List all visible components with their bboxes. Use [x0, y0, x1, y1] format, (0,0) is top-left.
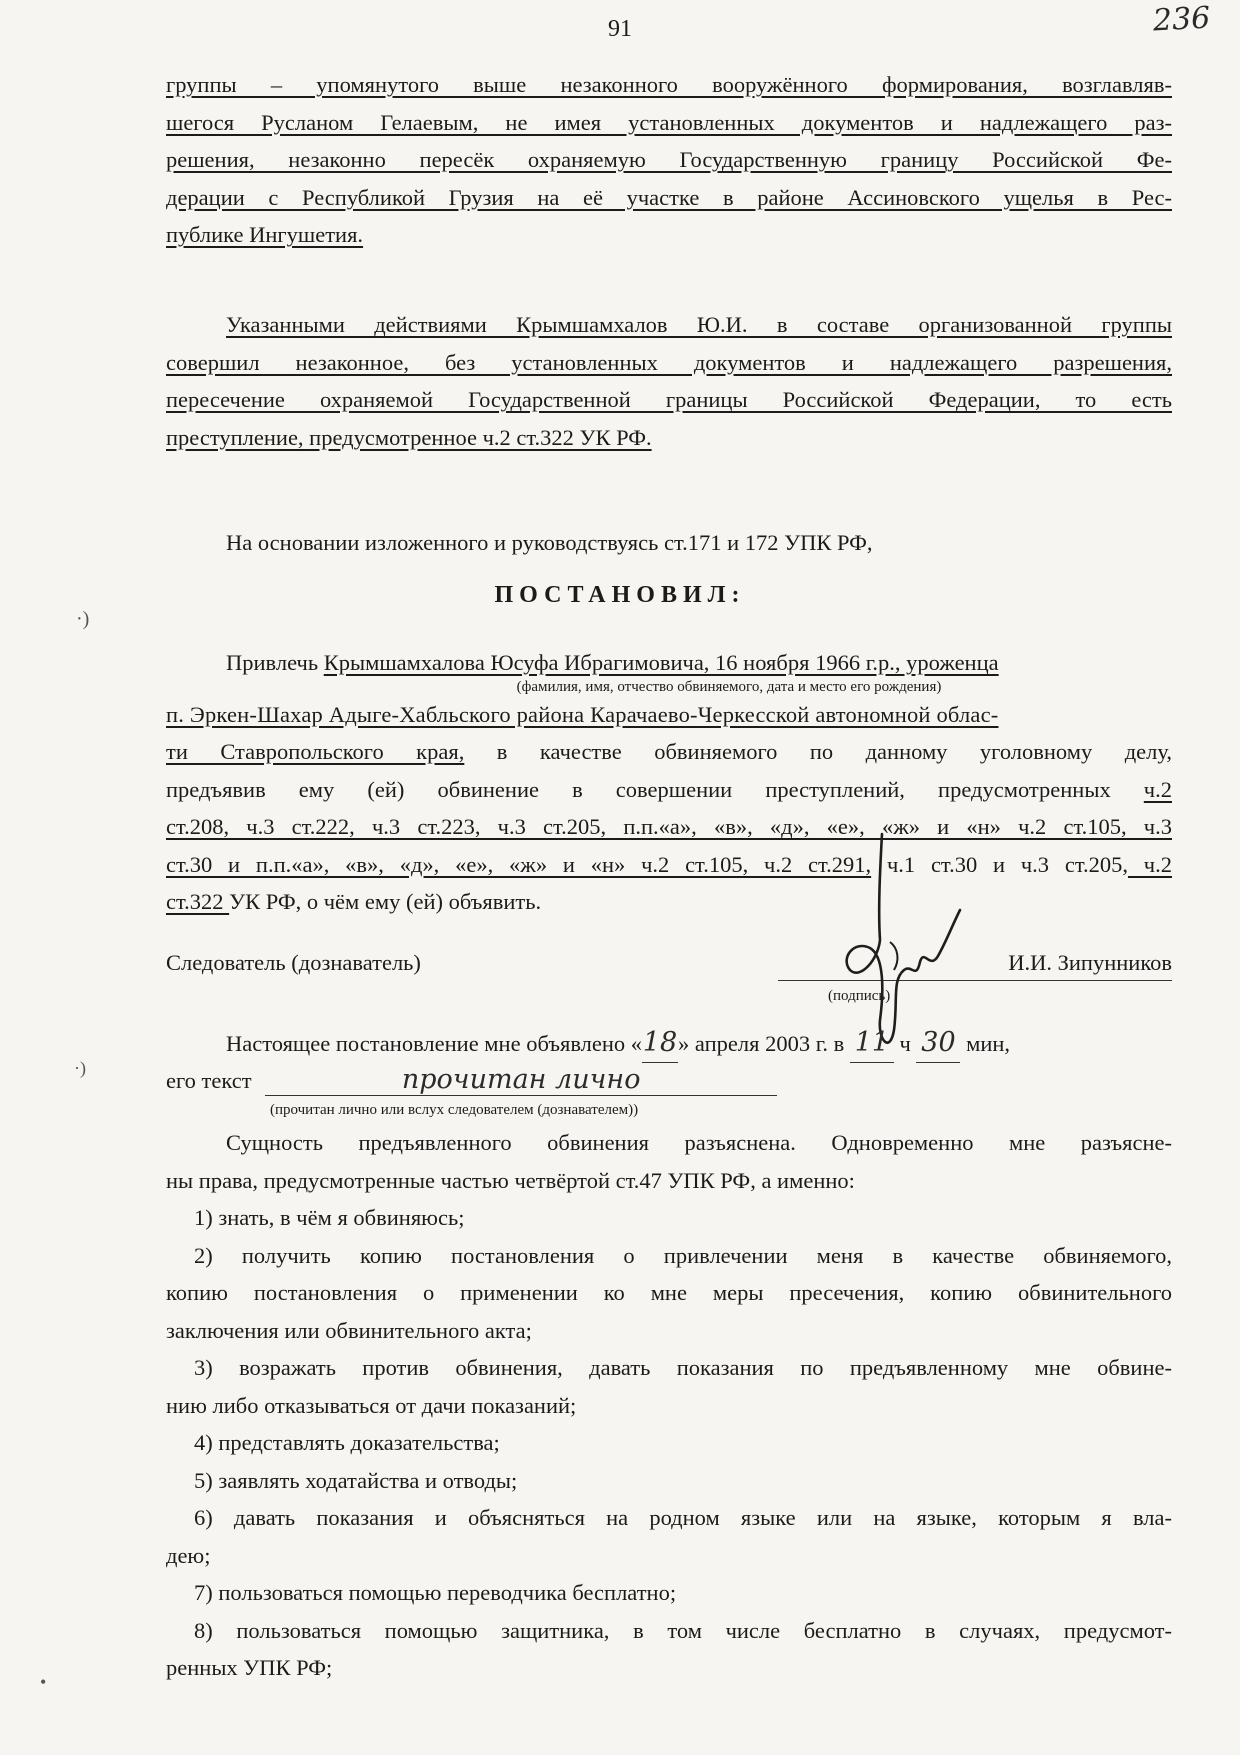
text-line: публике Ингушетия. [166, 222, 364, 247]
rights-item: заключения или обвинительного акта; [166, 1317, 532, 1343]
rights-item: копию постановления о применении ко мне меры пресечения, копию обвинительного [166, 1280, 1172, 1305]
text-line: дерации с Республикой Грузия на её участке в районе Ассиновского ущелья в Рес- [166, 184, 1172, 210]
text-line: ти Ставропольского края, в качестве обвиняемого по данному уголовному делу, [166, 739, 1172, 764]
rights-item: дею; [166, 1542, 211, 1568]
rights-item: 4) представлять доказательства; [194, 1430, 500, 1455]
birthplace-line: п. Эркен-Шахар Адыге-Хабльского района Карачаево-Черкесской автономной облас- [166, 701, 999, 727]
charges-line: ст.30 и п.п.«а», «в», «д», «е», «ж» и «н» ч.2 ст.105, ч.2 ст.291, ч.1 ст.30 и ч.3 ст.205, ч.2 [166, 851, 1172, 877]
rights-item: 5) заявлять ходатайства и отводы; [194, 1467, 518, 1493]
handwritten-minute: 30 [916, 1024, 960, 1063]
announcement-line: Настоящее постановление мне объявлено «18» апреля 2003 г. в 11 ч 30 мин, [166, 1024, 1172, 1063]
text-line: ст.322 УК РФ, о чём ему (ей) объявить. [166, 889, 542, 914]
rights-item: 8) пользоваться помощью защитника, в том числе бесплатно в случаях, предусмот- [194, 1617, 1172, 1643]
handwritten-hour: 11 [850, 1024, 894, 1063]
paragraph-qualification [166, 306, 1172, 456]
rights-item: 3) возражать против обвинения, давать показания по предъявленному мне обвине- [194, 1355, 1172, 1380]
rights-item: 7) пользоваться помощью переводчика бесплатно; [194, 1580, 677, 1605]
field-caption: (фамилия, имя, отчество обвиняемого, дата и место его рождения) [516, 678, 942, 695]
text-line: Привлечь Крымшамхалова Юсуфа Ибрагимовича, 16 ноября 1966 г.р., уроженца [226, 650, 999, 675]
signature-caption: (подпись) [828, 988, 891, 1004]
basis-text: На основании изложенного и руководствуясь ст.171 и 172 УПК РФ, [226, 530, 873, 555]
rights-item: 1) знать, в чём я обвиняюсь; [194, 1205, 465, 1230]
rights-item: 2) получить копию постановления о привлечении меня в качестве обвиняемого, [194, 1242, 1172, 1268]
text-line: Сущность предъявленного обвинения разъяснена. Одновременно мне разъясне- [226, 1130, 1172, 1155]
text-line: шегося Русланом Гелаевым, не имея установленных документов и надлежащего раз- [166, 109, 1172, 135]
investigator-name: И.И. Зипунников [1008, 950, 1172, 975]
charges-line: ст.208, ч.3 ст.222, ч.3 ст.223, ч.3 ст.205, п.п.«а», «в», «д», «е», «ж» и «н» ч.2 ст.105, ч.3 [166, 814, 1172, 839]
paragraph-border-crossing [166, 66, 1172, 254]
investigator-signature-row [166, 950, 1172, 990]
resolution-heading: ПОСТАНОВИЛ: [494, 582, 746, 608]
rights-item: 6) давать показания и объясняться на родном языке или на языке, которым я вла- [194, 1505, 1172, 1530]
text-line: ны права, предусмотренные частью четвёртой ст.47 УПК РФ, а именно: [166, 1167, 855, 1193]
scan-mark-icon: ·) [76, 608, 90, 630]
rights-section [166, 1124, 1172, 1687]
text-line: Указанными действиями Крымшамхалов Ю.И. в составе организованной группы [226, 312, 1172, 337]
text-line: решения, незаконно пересёк охраняемую Государственную границу Российской Фе- [166, 147, 1172, 172]
scan-mark-icon: • [40, 1672, 47, 1692]
handwritten-day: 18 [642, 1024, 678, 1063]
text-line: пересечение охраняемой Государственной границы Российской Федерации, то есть [166, 387, 1172, 412]
read-caption: (прочитан лично или вслух следователем (дознавателем)) [270, 1102, 639, 1118]
rights-item: ренных УПК РФ; [166, 1655, 333, 1680]
handwritten-archive-number: 236 [1151, 0, 1211, 39]
rights-item: нию либо отказываться от дачи показаний; [166, 1392, 577, 1418]
text-line: совершил незаконное, без установленных документов и надлежащего разрешения, [166, 349, 1172, 375]
resolution-paragraph [166, 644, 1172, 921]
text-line: группы – упомянутого выше незаконного вооружённого формирования, возглавляв- [166, 72, 1172, 97]
scan-mark-icon: ·) [74, 1058, 86, 1078]
basis-paragraph [166, 524, 1172, 562]
accused-name: Крымшамхалова Юсуфа Ибрагимовича, 16 ноября 1966 г.р., уроженца [323, 650, 999, 675]
handwritten-read-status: прочитан лично [265, 1064, 777, 1096]
text-line: преступление, предусмотренное ч.2 ст.322 УК РФ. [166, 424, 652, 450]
text-read-line: его текст прочитан лично [166, 1064, 1172, 1096]
page-number: 91 [608, 16, 632, 42]
investigator-role: Следователь (дознаватель) [166, 950, 421, 975]
text-line: предъявив ему (ей) обвинение в совершении преступлений, предусмотренных ч.2 [166, 776, 1172, 802]
